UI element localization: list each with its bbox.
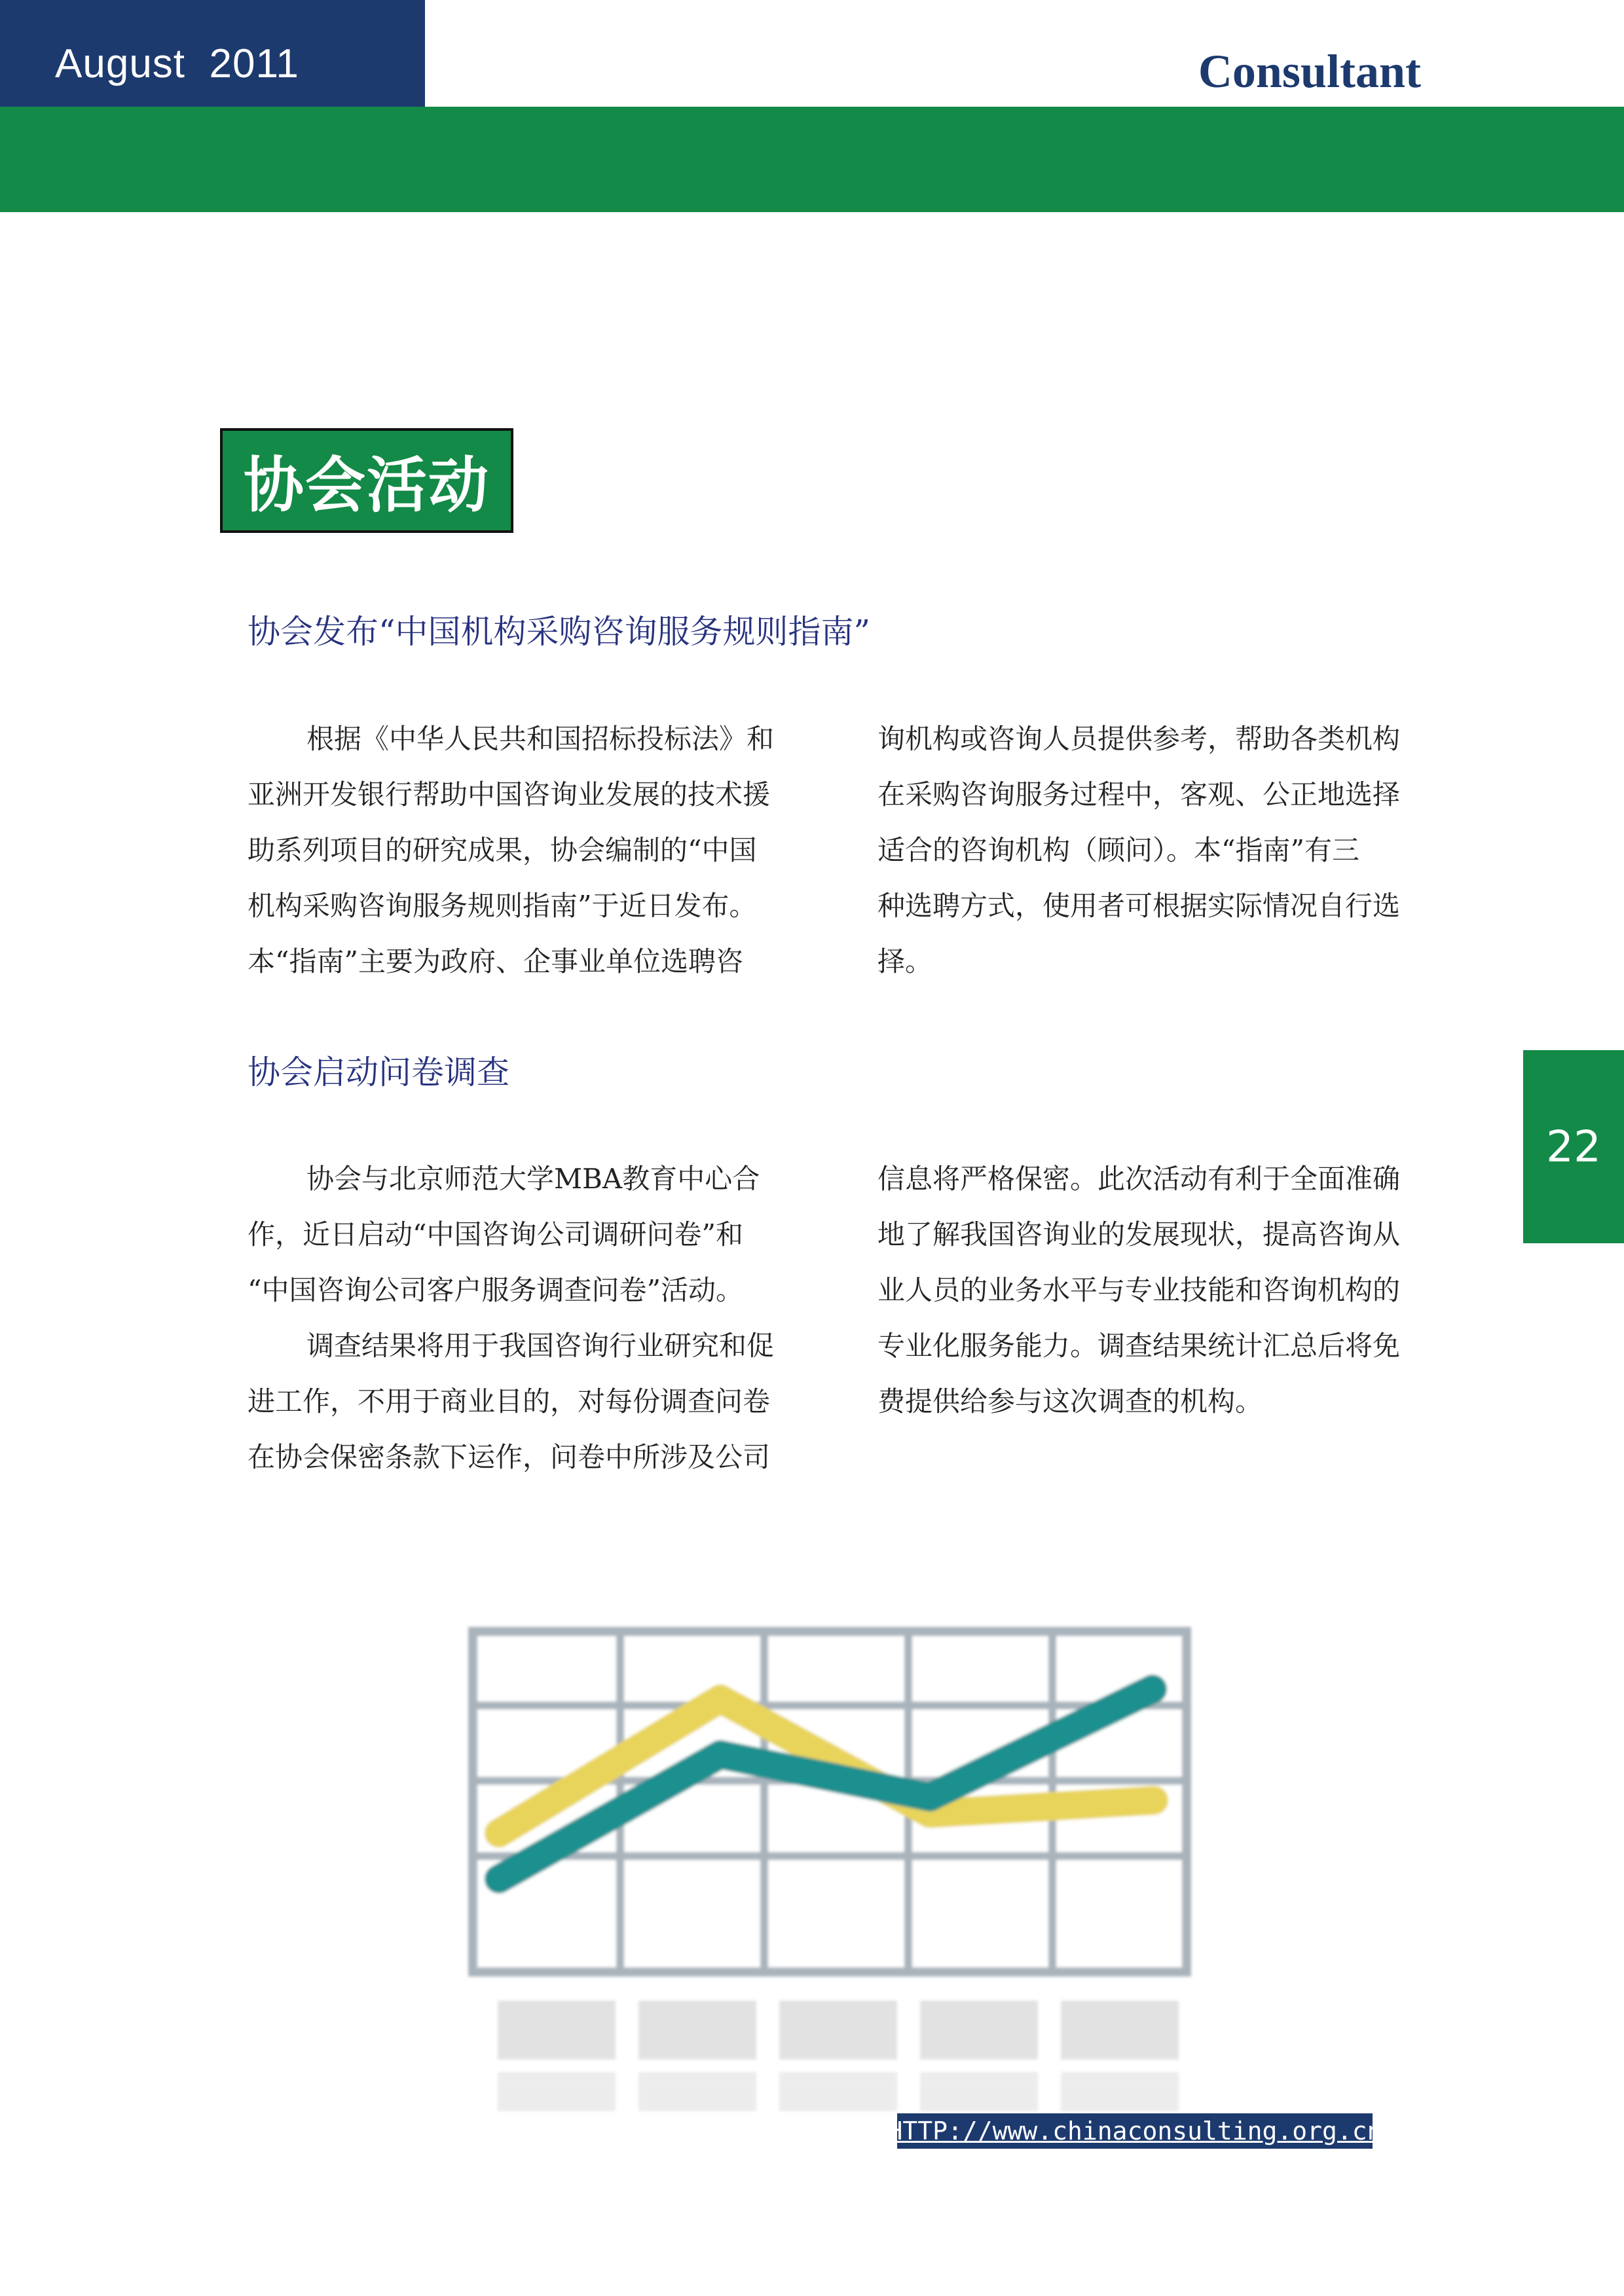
footer-website-link[interactable]: HTTP://www.chinaconsulting.org.cn [897,2113,1373,2149]
article-2-title: 协会启动问卷调查 [248,1053,509,1091]
article-1-left-column [248,711,791,989]
line-chart-illustration-icon [458,1617,1231,2128]
header-date-block [0,0,425,107]
paragraph-line: 适合的咨询机构（顾问）。本“指南”有三 [877,834,1359,866]
paragraph-line: 根据《中华人民共和国招标投标法》和 [306,723,775,755]
paragraph-line: 本“指南”主要为政府、企事业单位选聘咨 [248,945,743,977]
paragraph-line: 种选聘方式，使用者可根据实际情况自行选 [877,890,1401,922]
paragraph-line: 协会与北京师范大学MBA教育中心合 [306,1163,760,1195]
section-title-box [220,428,513,533]
paragraph-line: “中国咨询公司客户服务调查问卷”活动。 [248,1274,743,1306]
article-2-right-column [877,1151,1421,1429]
paragraph-line: 询机构或咨询人员提供参考，帮助各类机构 [877,723,1401,755]
paragraph-line: 亚洲开发银行帮助中国咨询业发展的技术援 [248,778,771,811]
paragraph-line: 作，近日启动“中国咨询公司调研问卷”和 [248,1218,743,1250]
paragraph-line: 进工作，不用于商业目的，对每份调查问卷 [248,1385,771,1417]
issue-date: August 2011 [55,41,299,86]
article-2-left-column [248,1151,791,1485]
page-number: 22 [1546,1121,1601,1172]
paragraph-line: 在采购咨询服务过程中，客观、公正地选择 [877,778,1401,811]
paragraph-line: 专业化服务能力。调查结果统计汇总后将免 [877,1330,1401,1362]
page-number-tab [1523,1050,1624,1243]
paragraph-line: 费提供给参与这次调查的机构。 [877,1385,1263,1417]
paragraph-line: 业人员的业务水平与专业技能和咨询机构的 [877,1274,1401,1306]
paragraph-line: 地了解我国咨询业的发展现状，提高咨询从 [877,1218,1401,1250]
article-1-right-column [877,711,1421,989]
publication-brand: Consultant [1198,45,1421,98]
paragraph-line: 择。 [877,945,933,977]
section-title: 协会活动 [243,450,490,520]
paragraph-line: 信息将严格保密。此次活动有利于全面准确 [877,1163,1401,1195]
paragraph-line: 在协会保密条款下运作，问卷中所涉及公司 [248,1441,771,1473]
paragraph-line: 机构采购咨询服务规则指南”于近日发布。 [248,890,757,922]
header-green-band [0,107,1624,212]
paragraph-line: 助系列项目的研究成果，协会编制的“中国 [248,834,757,866]
article-1-title: 协会发布“中国机构采购咨询服务规则指南” [248,613,871,651]
paragraph-line: 调查结果将用于我国咨询行业研究和促 [306,1330,775,1362]
